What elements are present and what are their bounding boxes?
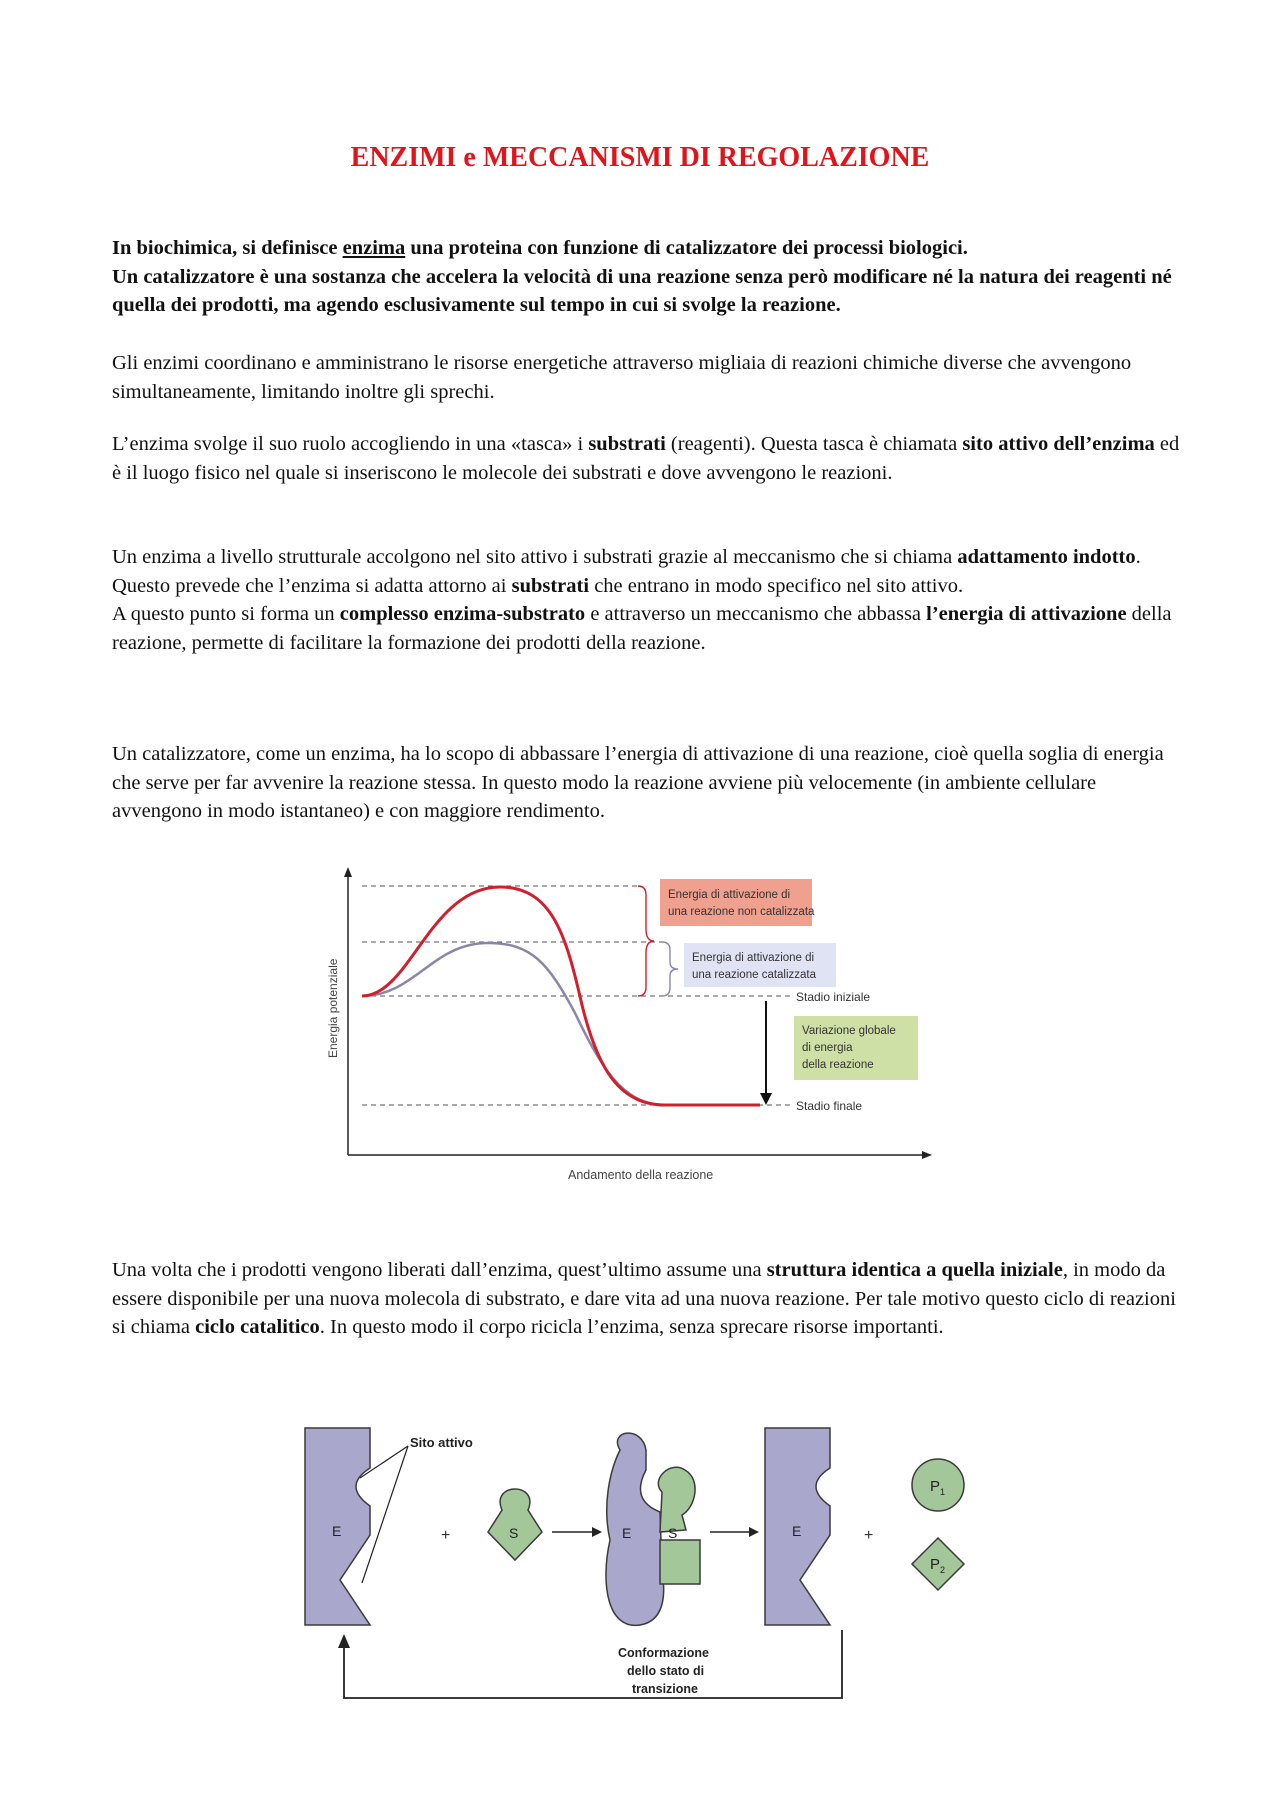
bound-substrate-shape [658,1467,695,1532]
text: della reazione, permette di facilitare la formazione dei prodotti della reazione. [112,603,1172,654]
enzyme-label: E [332,1523,342,1539]
bold-term: substrati [511,574,590,597]
x-axis-arrow-icon [922,1151,932,1159]
enzima-term: enzima [342,237,406,259]
paragraph-4 [112,543,1187,657]
text: che entrano in modo specifico nel sito attivo. [589,574,964,597]
recycle-arrow [344,1630,842,1698]
bound-substrate-square [660,1540,700,1584]
delta-box-line3: della reazione [802,1059,874,1071]
final-state-label: Stadio finale [796,1099,863,1113]
paragraph-2: Gli enzimi coordinano e amministrano le risorse energetiche attraverso migliaia di reazioni chimiche diverse che avvengono simultaneamente, limitando inoltre gli sprechi. [112,352,1132,403]
enzyme-label: E [792,1523,802,1539]
transition-label-line3: transizione [632,1682,698,1696]
cat-box-line1: Energia di attivazione di [692,952,815,964]
enzyme-transition-shape [606,1433,664,1625]
intro-text: In biochimica, si definisce [112,237,343,259]
text: L’enzima svolge il suo ruolo accogliendo in una «tasca» i [112,433,589,455]
text: A questo punto si forma un [112,603,340,625]
initial-state-label: Stadio iniziale [796,990,871,1004]
text: . Questo prevede che l’enzima si adatta attorno ai [112,546,1141,597]
text: . In questo modo il corpo ricicla l’enzima, senza sprecare risorse importanti. [319,1316,944,1338]
text: e attraverso un meccanismo che abbassa [585,603,927,625]
intro-text: una proteina con funzione di catalizzatore dei processi biologici. [405,237,968,259]
text: Una volta che i prodotti vengono liberati dall’enzima, quest’ultimo assume una [112,1259,767,1281]
uncat-brace [638,886,654,996]
cat-box-line2: una reazione catalizzata [692,969,817,981]
delta-box-line1: Variazione globale [802,1025,896,1037]
substrate-label: S [668,1525,678,1541]
x-axis-label: Andamento della reazione [568,1168,714,1182]
y-axis-label: Energia potenziale [326,958,340,1058]
paragraph-5: Un catalizzatore, come un enzima, ha lo scopo di abbassare l’energia di attivazione di una reazione, cioè quella soglia di energia che serve per far avvenire la reazione stessa. In questo modo la reazione avviene più velocemente (in ambiente cellulare avvengono in modo istantaneo) e con maggiore rendimento. [112,743,1164,822]
text: ed è il luogo fisico nel quale si inseriscono le molecole dei substrati e dove avvengono le reazioni. [112,433,1180,484]
uncat-box-line2: una reazione non catalizzata [668,906,815,918]
plus-sign: + [441,1527,451,1544]
delta-box-line2: di energia [802,1042,853,1054]
paragraph-3 [112,430,1187,487]
uncat-energy-box [660,879,812,926]
product-2-label: $P_2$ [930,1556,946,1575]
paragraph-6 [112,1256,1187,1342]
recycle-arrow-head-icon [338,1634,350,1648]
text: (reagenti). Questa tasca è chiamata [665,433,963,455]
uncat-box-line1: Energia di attivazione di [668,889,791,901]
catalytic-cycle-diagram [290,1420,990,1720]
bold-term: sito attivo dell’enzima [962,433,1155,455]
reaction-arrow-head-icon [592,1527,602,1537]
delta-arrow-head-icon [760,1093,772,1105]
transition-label-line1: Conformazione [618,1646,709,1660]
cat-brace [662,942,678,996]
reaction-arrow-head-icon [749,1527,759,1537]
text: , in modo da essere disponibile per una nuova molecola di substrato, e dare vita ad una nuova reazione. Per tale motivo questo ciclo di reazioni si chiama [112,1259,1176,1338]
bold-term: struttura identica a quella iniziale [766,1259,1063,1281]
intro-paragraph [112,234,1187,320]
enzyme-label: E [622,1525,632,1541]
bold-term: ciclo catalitico [195,1316,320,1338]
transition-label-line2: dello stato di [627,1664,705,1678]
bold-term: complesso enzima-substrato [339,603,586,625]
plus-sign: + [864,1527,874,1544]
substrate-label: S [509,1525,519,1541]
catalyst-definition: Un catalizzatore è una sostanza che accelera la velocità di una reazione senza però modificare né la natura dei reagenti né quella dei prodotti, ma agendo esclusivamente sul tempo in cui si svolge la reazione. [112,265,1172,316]
page-title: ENZIMI e MECCANISMI DI REGOLAZIONE [350,142,930,173]
text: Un enzima a livello strutturale accolgono nel sito attivo i substrati grazie al meccanismo che si chiama [112,546,958,568]
bold-term: l’energia di attivazione [926,603,1127,625]
bold-term: adattamento indotto [957,546,1136,568]
active-site-label: Sito attivo [410,1435,473,1450]
bold-term: substrati [588,433,666,455]
product-1-label: $P_1$ [930,1478,946,1497]
y-axis-arrow-icon [344,867,352,877]
energy-diagram [320,865,940,1185]
